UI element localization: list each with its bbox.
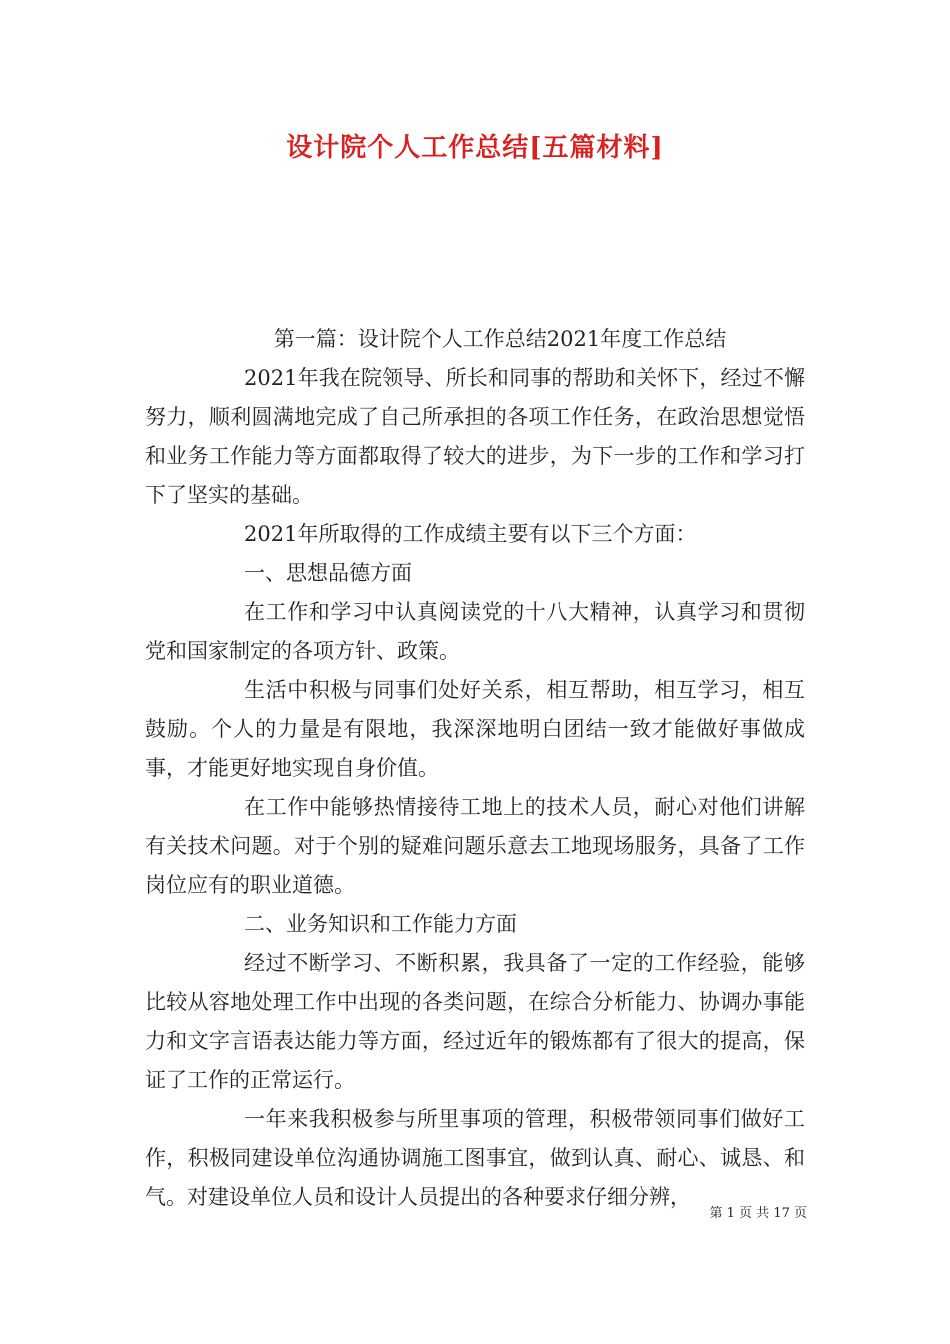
section-heading: 第一篇：设计院个人工作总结2021年度工作总结	[273, 327, 727, 351]
paragraph-intro: 2021年我在院领导、所长和同事的帮助和关怀下，经过不懈努力，顺利圆满地完成了自己所承担的各项工作任务，在政治思想觉悟和业务工作能力等方面都取得了较大的进步，为下一步的工作和学习打下了坚实的基础。	[145, 366, 805, 507]
document-title: 设计院个人工作总结[五篇材料]	[286, 133, 664, 163]
paragraph-moral-study: 在工作和学习中认真阅读党的十八大精神，认真学习和贯彻党和国家制定的各项方针、政策。	[145, 600, 805, 663]
page-number-footer: 第 1 页 共 17 页	[709, 1206, 807, 1221]
subheading-business: 二、业务知识和工作能力方面	[244, 912, 517, 936]
paragraph-business-management: 一年来我积极参与所里事项的管理，积极带领同事们做好工作，积极同建设单位沟通协调施工图事宜，做到认真、耐心、诚恳、和气。对建设单位人员和设计人员提出的各种要求仔细分辨，	[145, 1107, 805, 1209]
paragraph-business-experience: 经过不断学习、不断积累，我具备了一定的工作经验，能够比较从容地处理工作中出现的各类问题，在综合分析能力、协调办事能力和文字言语表达能力等方面，经过近年的锻炼都有了很大的提高，保证了工作的正常运行。	[145, 951, 805, 1092]
document-body	[145, 320, 805, 1217]
paragraph-summary-lead: 2021年所取得的工作成绩主要有以下三个方面：	[244, 522, 697, 546]
paragraph-moral-colleagues: 生活中积极与同事们处好关系，相互帮助，相互学习，相互鼓励。个人的力量是有限地，我深深地明白团结一致才能做好事做成事，才能更好地实现自身价值。	[145, 678, 805, 780]
paragraph-moral-service: 在工作中能够热情接待工地上的技术人员，耐心对他们讲解有关技术问题。对于个别的疑难问题乐意去工地现场服务，具备了工作岗位应有的职业道德。	[145, 795, 805, 897]
subheading-moral: 一、思想品德方面	[244, 561, 412, 585]
